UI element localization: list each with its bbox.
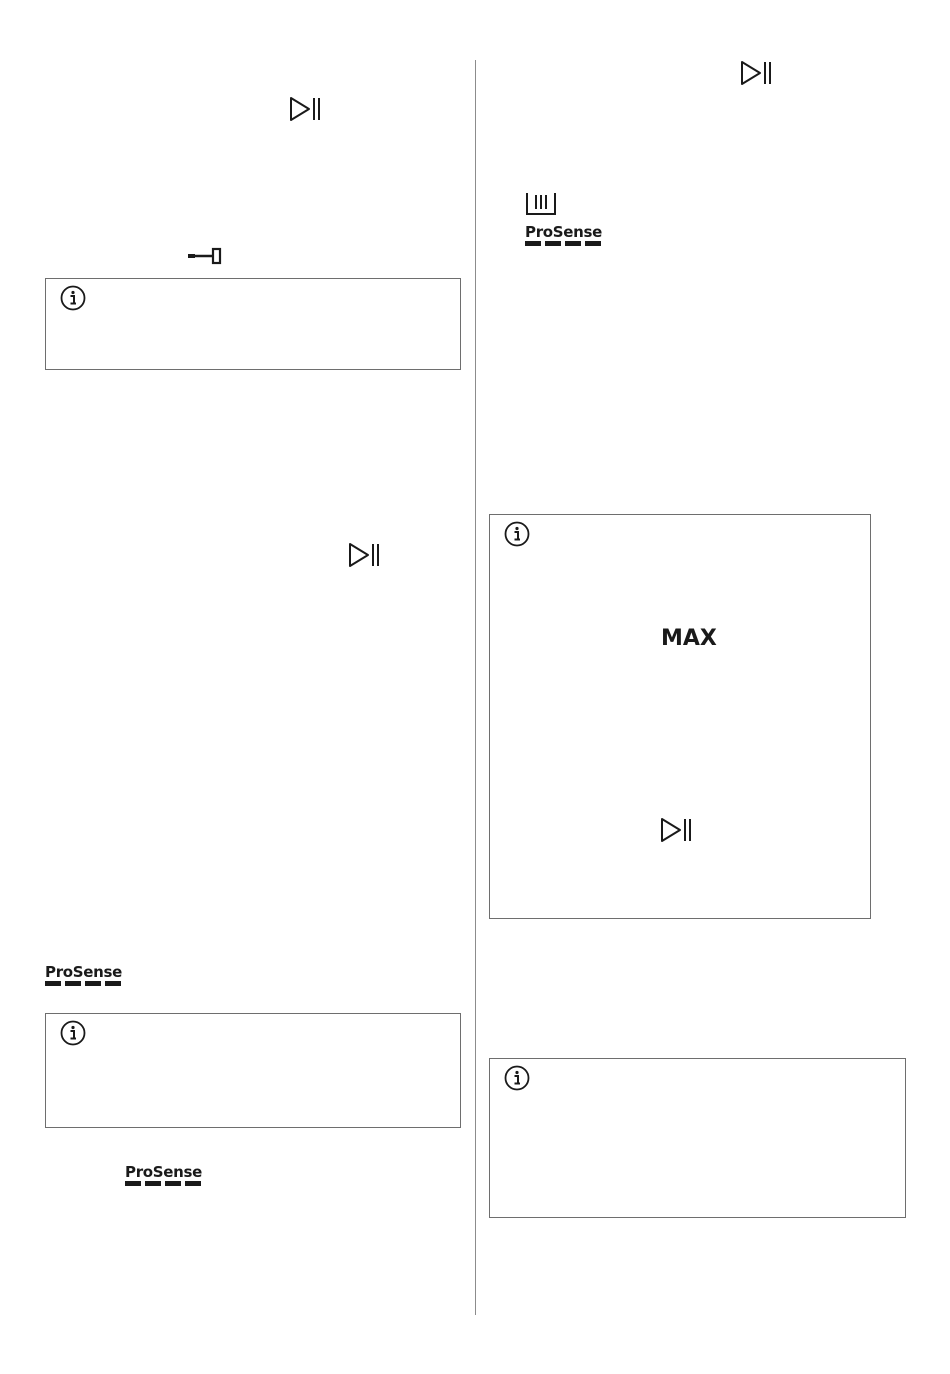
info-icon bbox=[60, 285, 86, 311]
basket-icon bbox=[525, 192, 557, 216]
play-pause-icon bbox=[740, 60, 774, 86]
prosense-logo bbox=[525, 224, 601, 250]
prosense-dashes bbox=[525, 241, 601, 247]
info-box bbox=[45, 278, 461, 370]
prosense-logo bbox=[125, 1164, 201, 1190]
info-icon bbox=[60, 1020, 86, 1046]
key-lock-icon bbox=[187, 247, 223, 265]
play-pause-icon bbox=[660, 817, 694, 843]
play-pause-icon bbox=[348, 542, 382, 568]
prosense-label: ProSense bbox=[525, 223, 603, 241]
info-icon bbox=[504, 1065, 530, 1091]
info-box bbox=[45, 1013, 461, 1128]
prosense-label: ProSense bbox=[125, 1163, 203, 1181]
prosense-dashes bbox=[45, 981, 121, 987]
play-pause-icon bbox=[289, 96, 323, 122]
info-icon bbox=[504, 521, 530, 547]
info-box bbox=[489, 1058, 906, 1218]
prosense-logo bbox=[45, 964, 121, 990]
info-box bbox=[489, 514, 871, 919]
prosense-dashes bbox=[125, 1181, 201, 1187]
prosense-label: ProSense bbox=[45, 963, 123, 981]
max-label: MAX bbox=[661, 626, 717, 651]
column-divider bbox=[475, 60, 476, 1315]
